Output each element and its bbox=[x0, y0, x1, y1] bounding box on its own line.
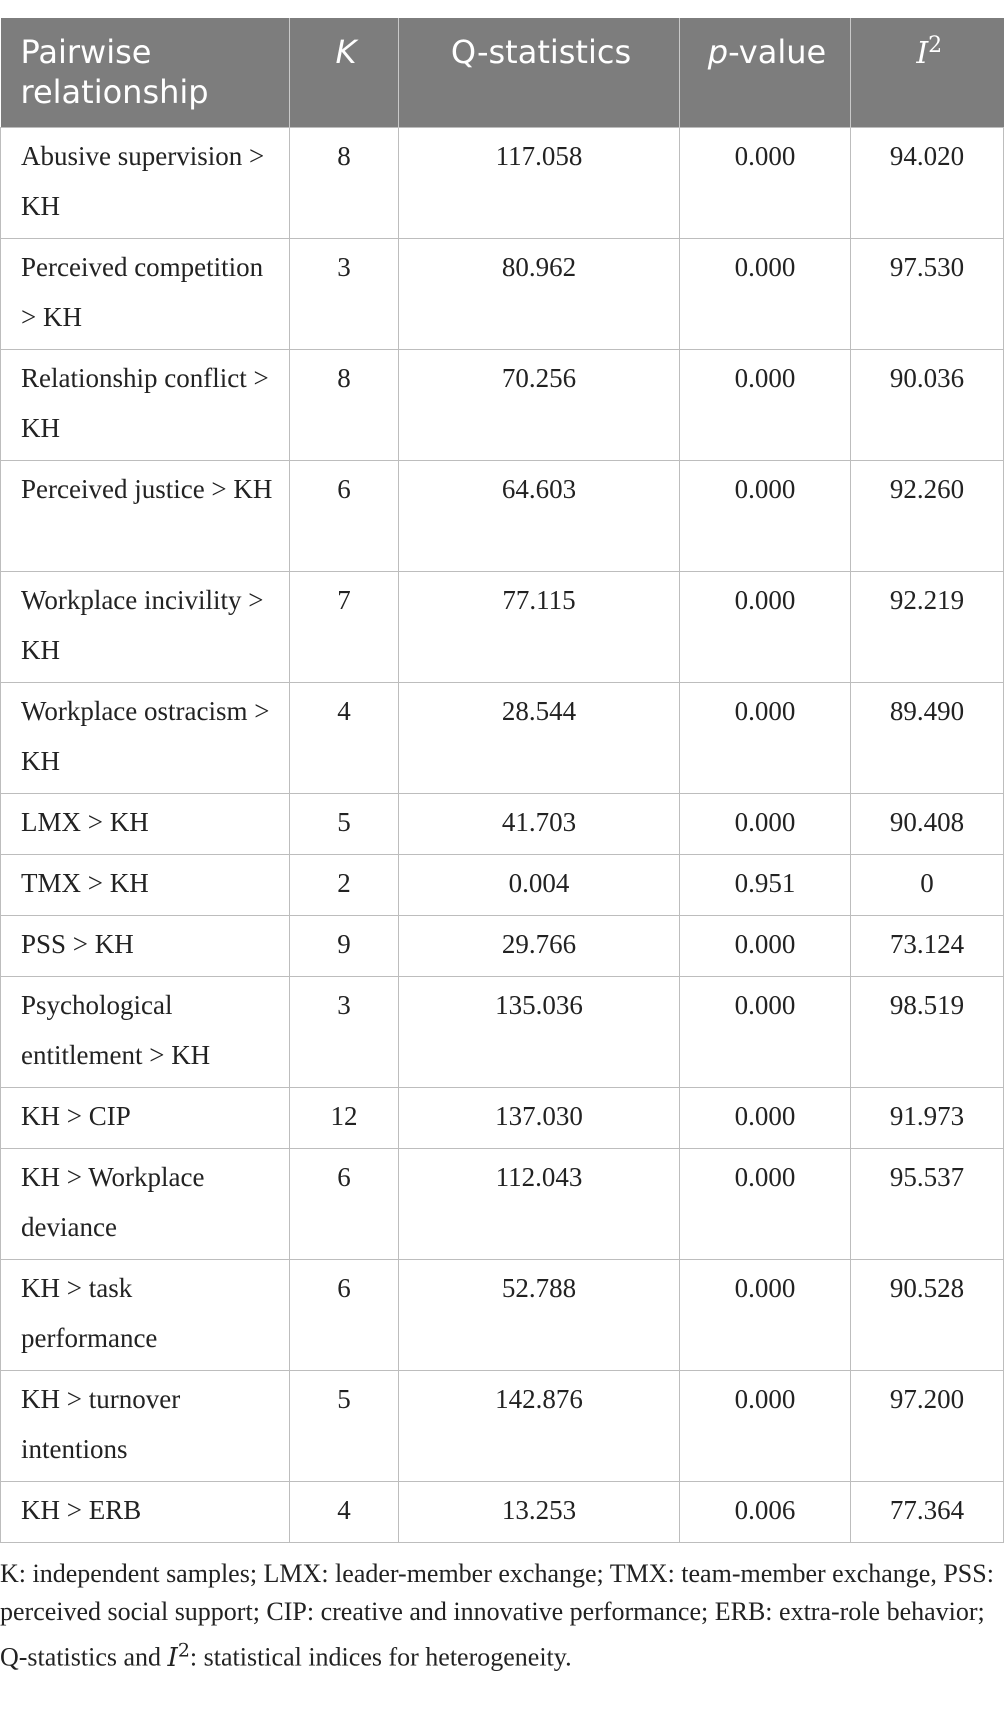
header-k: K bbox=[290, 18, 399, 127]
table-footnote bbox=[0, 1555, 1000, 1677]
cell-q: 70.256 bbox=[399, 349, 680, 460]
cell-relationship: Perceived competition > KH bbox=[1, 238, 290, 349]
cell-k: 5 bbox=[290, 793, 399, 854]
cell-q: 0.004 bbox=[399, 854, 680, 915]
header-relationship: Pairwise relationship bbox=[1, 18, 290, 127]
cell-i2: 90.036 bbox=[851, 349, 1004, 460]
cell-k: 3 bbox=[290, 976, 399, 1087]
table-row bbox=[1, 1148, 1004, 1259]
cell-k: 4 bbox=[290, 682, 399, 793]
cell-p: 0.000 bbox=[680, 1370, 851, 1481]
header-i2-exp: 2 bbox=[928, 33, 943, 58]
cell-q: 117.058 bbox=[399, 127, 680, 238]
table-header bbox=[1, 18, 1004, 127]
cell-relationship: KH > Workplace deviance bbox=[1, 1148, 290, 1259]
table-row bbox=[1, 854, 1004, 915]
cell-relationship: LMX > KH bbox=[1, 793, 290, 854]
cell-k: 6 bbox=[290, 460, 399, 571]
cell-relationship: Abusive supervision > KH bbox=[1, 127, 290, 238]
cell-i2: 89.490 bbox=[851, 682, 1004, 793]
heterogeneity-table bbox=[0, 18, 1004, 1543]
cell-k: 3 bbox=[290, 238, 399, 349]
table-row bbox=[1, 793, 1004, 854]
footnote-i2-exp: 2 bbox=[177, 1639, 190, 1661]
table-row bbox=[1, 915, 1004, 976]
cell-k: 6 bbox=[290, 1259, 399, 1370]
cell-i2: 0 bbox=[851, 854, 1004, 915]
cell-relationship: KH > task performance bbox=[1, 1259, 290, 1370]
header-p-value bbox=[680, 18, 851, 127]
table-container bbox=[0, 18, 1003, 1543]
table-row bbox=[1, 1087, 1004, 1148]
cell-relationship: Workplace incivility > KH bbox=[1, 571, 290, 682]
cell-p: 0.000 bbox=[680, 571, 851, 682]
table-row bbox=[1, 460, 1004, 571]
table-row bbox=[1, 1481, 1004, 1542]
cell-q: 112.043 bbox=[399, 1148, 680, 1259]
cell-k: 4 bbox=[290, 1481, 399, 1542]
cell-i2: 92.260 bbox=[851, 460, 1004, 571]
cell-i2: 91.973 bbox=[851, 1087, 1004, 1148]
cell-relationship: Psychological entitlement > KH bbox=[1, 976, 290, 1087]
cell-p: 0.000 bbox=[680, 915, 851, 976]
cell-relationship: Workplace ostracism > KH bbox=[1, 682, 290, 793]
cell-q: 13.253 bbox=[399, 1481, 680, 1542]
cell-relationship: Perceived justice > KH bbox=[1, 460, 290, 571]
cell-i2: 97.200 bbox=[851, 1370, 1004, 1481]
header-i-squared bbox=[851, 18, 1004, 127]
cell-i2: 90.528 bbox=[851, 1259, 1004, 1370]
cell-relationship: KH > turnover intentions bbox=[1, 1370, 290, 1481]
cell-q: 142.876 bbox=[399, 1370, 680, 1481]
table-row bbox=[1, 571, 1004, 682]
cell-p: 0.000 bbox=[680, 976, 851, 1087]
cell-q: 137.030 bbox=[399, 1087, 680, 1148]
cell-q: 80.962 bbox=[399, 238, 680, 349]
cell-p: 0.000 bbox=[680, 127, 851, 238]
table-row bbox=[1, 976, 1004, 1087]
cell-k: 6 bbox=[290, 1148, 399, 1259]
table-row bbox=[1, 127, 1004, 238]
cell-i2: 98.519 bbox=[851, 976, 1004, 1087]
cell-q: 77.115 bbox=[399, 571, 680, 682]
cell-p: 0.000 bbox=[680, 1148, 851, 1259]
cell-i2: 95.537 bbox=[851, 1148, 1004, 1259]
cell-k: 12 bbox=[290, 1087, 399, 1148]
cell-p: 0.000 bbox=[680, 682, 851, 793]
header-q-statistics: Q-statistics bbox=[399, 18, 680, 127]
header-p-rest: -value bbox=[728, 33, 827, 71]
cell-relationship: KH > ERB bbox=[1, 1481, 290, 1542]
cell-k: 8 bbox=[290, 127, 399, 238]
table-row bbox=[1, 682, 1004, 793]
footnote-text-1: K: independent samples; LMX: leader-member exchange; TMX: team-member exchange, PSS: perceived social support; CIP: creative and innovative performance; ERB: extra-role behavior; Q-statistics and bbox=[0, 1559, 994, 1672]
cell-p: 0.000 bbox=[680, 349, 851, 460]
cell-q: 135.036 bbox=[399, 976, 680, 1087]
cell-relationship: TMX > KH bbox=[1, 854, 290, 915]
cell-i2: 73.124 bbox=[851, 915, 1004, 976]
table-body bbox=[1, 127, 1004, 1542]
cell-relationship: KH > CIP bbox=[1, 1087, 290, 1148]
header-row bbox=[1, 18, 1004, 127]
cell-p: 0.000 bbox=[680, 460, 851, 571]
cell-i2: 90.408 bbox=[851, 793, 1004, 854]
header-i2-base: I bbox=[916, 36, 929, 71]
footnote-i2-base: I bbox=[167, 1642, 178, 1673]
footnote-text-2: : statistical indices for heterogeneity. bbox=[189, 1642, 572, 1672]
cell-i2: 92.219 bbox=[851, 571, 1004, 682]
cell-q: 29.766 bbox=[399, 915, 680, 976]
cell-k: 9 bbox=[290, 915, 399, 976]
cell-p: 0.951 bbox=[680, 854, 851, 915]
cell-relationship: Relationship conflict > KH bbox=[1, 349, 290, 460]
cell-k: 2 bbox=[290, 854, 399, 915]
cell-k: 5 bbox=[290, 1370, 399, 1481]
cell-q: 52.788 bbox=[399, 1259, 680, 1370]
cell-p: 0.000 bbox=[680, 1087, 851, 1148]
table-row bbox=[1, 349, 1004, 460]
cell-k: 7 bbox=[290, 571, 399, 682]
header-p-italic: p bbox=[707, 33, 729, 71]
cell-k: 8 bbox=[290, 349, 399, 460]
cell-i2: 77.364 bbox=[851, 1481, 1004, 1542]
table-row bbox=[1, 1259, 1004, 1370]
cell-q: 28.544 bbox=[399, 682, 680, 793]
cell-relationship: PSS > KH bbox=[1, 915, 290, 976]
cell-p: 0.006 bbox=[680, 1481, 851, 1542]
cell-i2: 94.020 bbox=[851, 127, 1004, 238]
cell-p: 0.000 bbox=[680, 1259, 851, 1370]
cell-q: 64.603 bbox=[399, 460, 680, 571]
cell-i2: 97.530 bbox=[851, 238, 1004, 349]
cell-p: 0.000 bbox=[680, 238, 851, 349]
cell-p: 0.000 bbox=[680, 793, 851, 854]
table-row bbox=[1, 238, 1004, 349]
table-row bbox=[1, 1370, 1004, 1481]
cell-q: 41.703 bbox=[399, 793, 680, 854]
